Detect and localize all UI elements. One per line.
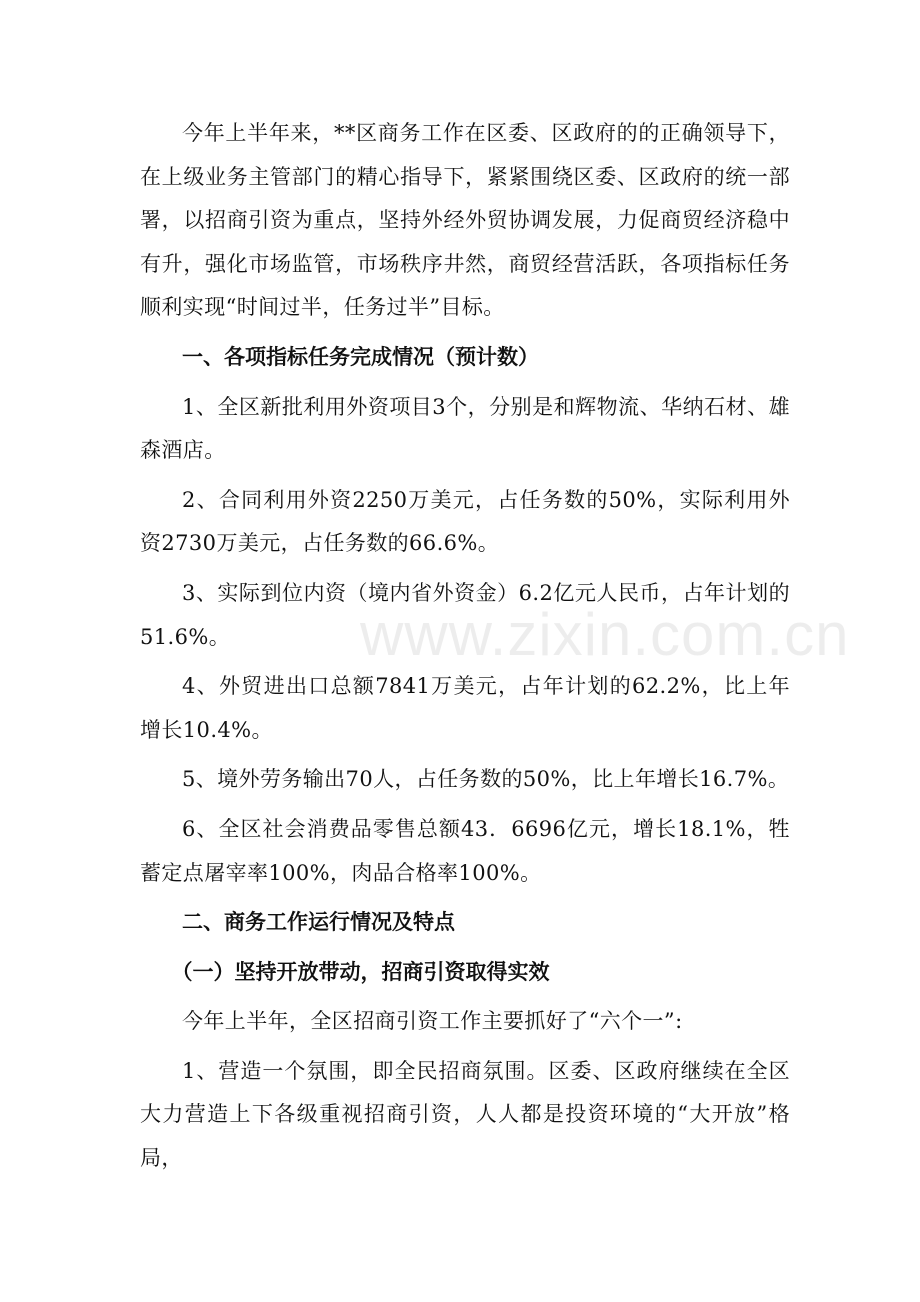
summary-paragraph: 今年上半年，全区招商引资工作主要抓好了“六个一”: <box>182 1009 683 1034</box>
section-heading-1: 一、各项指标任务完成情况（预计数） <box>182 344 539 369</box>
document-body <box>140 112 790 1181</box>
list-item: 3、实际到位内资（境内省外资金）6.2亿元人民币，占年计划的51.6%。 <box>140 580 790 649</box>
intro-paragraph: 今年上半年来，**区商务工作在区委、区政府的的正确领导下，在上级业务主管部门的精心指导下，紧紧围绕区委、区政府的统一部署，以招商引资为重点，坚持外经外贸协调发展，力促商贸经济稳中有升，强化市场监管，市场秩序井然，商贸经营活跃，各项指标任务顺利实现“时间过半，任务过半”目标。 <box>140 121 790 320</box>
point-paragraph: 1、营造一个氛围，即全民招商氛围。区委、区政府继续在全区大力营造上下各级重视招商引资，人人都是投资环境的“大开放”格局， <box>140 1058 790 1171</box>
section-heading-2: 二、商务工作运行情况及特点 <box>182 910 455 935</box>
list-item: 4、外贸进出口总额7841万美元，占年计划的62.2%，比上年增长10.4%。 <box>140 674 790 742</box>
list-item: 2、合同利用外资2250万美元，占任务数的50%，实际利用外资2730万美元，占任务数的66.6%。 <box>140 487 790 556</box>
list-item: 1、全区新批利用外资项目3个，分别是和辉物流、华纳石材、雄森酒店。 <box>140 394 790 463</box>
subsection-heading-1: （一）坚持开放带动，招商引资取得实效 <box>171 959 550 984</box>
watermark: www.zixin.com.cn <box>360 601 850 668</box>
list-item: 6、全区社会消费品零售总额43．6696亿元，增长18.1%，牲蓄定点屠宰率100%，肉品合格率100%。 <box>140 816 790 885</box>
list-item: 5、境外劳务输出70人，占任务数的50%，比上年增长16.7%。 <box>182 767 790 792</box>
